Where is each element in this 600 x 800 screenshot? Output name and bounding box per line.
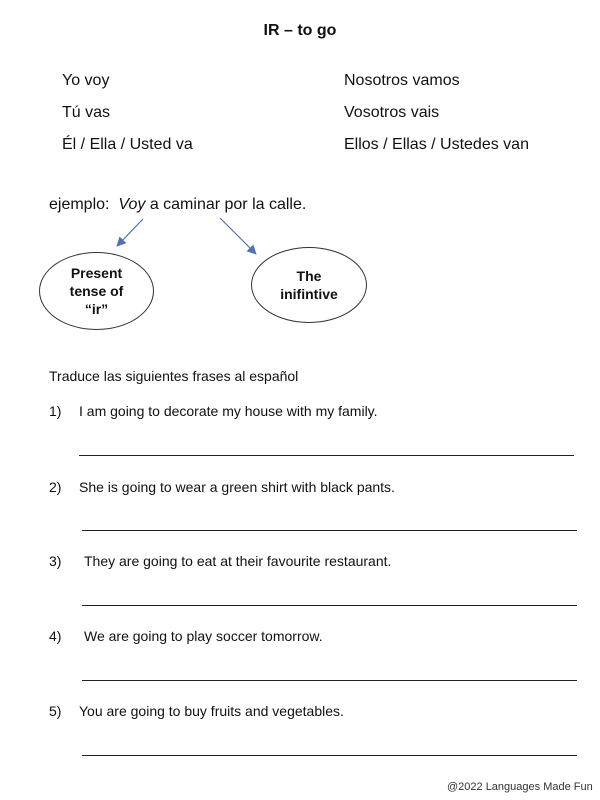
exercise-instructions: Traduce las siguientes frases al español	[49, 368, 299, 384]
conjugation-ellos: Ellos / Ellas / Ustedes van	[344, 136, 529, 153]
question-number: 4)	[49, 628, 62, 644]
arrow-to-present-tense	[118, 219, 143, 245]
example-label: ejemplo:	[49, 196, 110, 213]
question-text: I am going to decorate my house with my family.	[79, 403, 378, 419]
conjugation-tu: Tú vas	[62, 104, 111, 121]
question-text: She is going to wear a green shirt with black pants.	[79, 479, 395, 495]
question-text: They are going to eat at their favourite restaurant.	[84, 553, 392, 569]
conjugation-vosotros: Vosotros vais	[344, 104, 440, 121]
copyright-footer: @2022 Languages Made Fun	[447, 781, 593, 793]
question-number: 3)	[49, 553, 62, 569]
answer-line-4[interactable]	[82, 680, 577, 681]
question-text: You are going to buy fruits and vegetables.	[79, 703, 344, 719]
example-verb: Voy	[118, 196, 146, 213]
answer-line-5[interactable]	[82, 755, 577, 756]
answer-line-3[interactable]	[82, 605, 577, 606]
question-number: 1)	[49, 403, 62, 419]
bubble-line: “ir”	[84, 301, 109, 317]
example-rest: a caminar por la calle.	[149, 196, 307, 213]
arrow-to-infinitive	[220, 218, 255, 253]
conjugation-yo: Yo voy	[62, 72, 110, 89]
page-title: IR – to go	[263, 22, 337, 39]
bubble-line: Present	[70, 265, 123, 281]
bubble-line: inifintive	[280, 286, 338, 302]
answer-line-2[interactable]	[82, 530, 577, 531]
conjugation-nosotros: Nosotros vamos	[344, 72, 460, 89]
question-number: 2)	[49, 479, 62, 495]
question-text: We are going to play soccer tomorrow.	[84, 628, 323, 644]
bubble-line: The	[296, 268, 322, 284]
bubble-line: tense of	[69, 283, 124, 299]
conjugation-el: Él / Ella / Usted va	[62, 136, 193, 153]
question-number: 5)	[49, 703, 62, 719]
present-tense-bubble	[39, 252, 154, 330]
answer-line-1[interactable]	[79, 455, 574, 456]
infinitive-bubble	[251, 247, 367, 323]
